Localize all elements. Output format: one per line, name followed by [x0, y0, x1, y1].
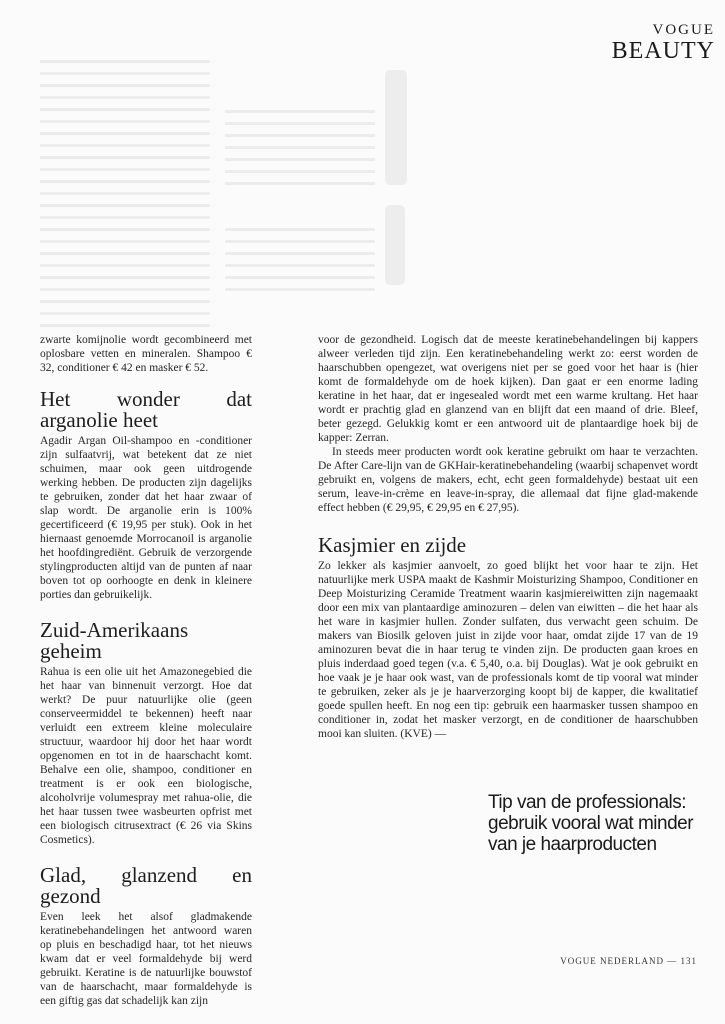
section-body-keratin: Even leek het alsof gladmakende keratinebehandelingen het antwoord waren op pluis en beschadigd haar, tot het nieuws kwam dat er veel formaldehyde bij werd gebruikt. Keratine is de natuurlijke bouwstof van de haarschacht, maar formaldehyde is een giftig gas dat schadelijk kan zijn	[40, 911, 252, 1007]
brand-label: VOGUE	[652, 22, 715, 38]
ghost-bottle-1	[385, 70, 407, 185]
ghost-bottle-2	[385, 205, 405, 285]
section-body-argan: Agadir Argan Oil-shampoo en -conditioner zijn sulfaatvrij, wat betekent dat ze niet schuimen, maar ook geen uitdrogende werking hebben. De producten zijn dagelijks te gebruiken, zonder dat het haar zwaar of slap wordt. De arganolie erin is 100% gecertificeerd (€ 19,95 per stuk). Ook in het hiernaast genoemde Morrocanoil is arganolie het hoofdingrediënt. Gebruik de verzorgende stylingproducten altijd van de punten af naar boven tot op oorhoogte en denk in kleinere porties dan gebruikelijk.	[40, 435, 252, 601]
column-right	[318, 333, 698, 741]
keratin-paragraph: voor de gezondheid. Logisch dat de meeste keratinebehandelingen bij kappers alweer verleden tijd zijn. Een keratinebehandeling werkt zo: eerst worden de haarschubben opengezet, wat overigens niet per se goed voor het haar is (hier komt de formaldehyde om de hoek kijken). Dan gaat er een enorme lading keratine in het haar, dat er ingesealed wordt met een warme krultang. Het haar wordt er prachtig glad en glanzend van en blijft dat een maand of drie. Bleef, beter gezegd. Gelukkig komt er een antwoord uit de plantaardige hoek bij de kapper: Zerran.	[318, 334, 698, 444]
section-heading-keratin: Glad, glanzend en gezond	[40, 863, 252, 908]
masthead	[612, 22, 715, 63]
section-heading-argan: Het wonder dat arganolie heet	[40, 387, 252, 432]
ghost-text-block-3	[40, 60, 210, 336]
pull-quote: Tip van de professionals: gebruik vooral wat minder van je haarproducten	[488, 792, 694, 855]
page-folio: VOGUE NEDERLAND — 131	[560, 956, 697, 966]
column-left	[40, 333, 252, 1008]
section-heading-rahua: Zuid-Amerikaans geheim	[40, 618, 189, 663]
section-body-rahua: Rahua is een olie uit het Amazonegebied die het haar van binnenuit verzorgt. Hoe dat werkt? De puur natuurlijke olie (geen conserveermiddel te bekennen) heeft naar verluidt een extreem kleine moleculaire structuur, waardoor hij door het haar wordt opgenomen en tot in de haarschacht komt. Behalve een olie, shampoo, conditioner en treatment is er ook een biologische, alcoholvrije volumespray met rahua-olie, die het haar tussen twee wasbeurten opfrist met een biologisch citrusextract (€ 26 via Skins Cosmetics).	[40, 666, 252, 846]
intro-paragraph: zwarte komijnolie wordt gecombineerd met oplosbare vetten en mineralen. Shampoo € 32, conditioner € 42 en masker € 52.	[40, 334, 252, 374]
section-heading-cashmere: Kasjmier en zijde	[318, 533, 467, 557]
ghost-text-block-1	[225, 110, 375, 194]
ghost-headline	[455, 100, 705, 182]
section-label: BEAUTY	[611, 38, 715, 64]
ghost-text-block-2	[225, 228, 375, 300]
gkhair-paragraph: In steeds meer producten wordt ook keratine gebruikt om haar te verzachten. De After Care-lijn van de GKHair-keratinebehandeling (waarbij schapenvet wordt gebruikt en, volgens de makers, echt, echt geen formaldehyde) bestaat uit een serum, leave-in-crème en leave-in-spray, die allemaal dat fijne glad-makende effect hebben (€ 29,95, € 29,95 en € 27,95).	[318, 446, 698, 514]
section-body-cashmere: Zo lekker als kasjmier aanvoelt, zo goed blijkt het voor haar te zijn. Het natuurlijke merk USPA maakt de Kashmir Moisturizing Shampoo, Conditioner en Deep Moisturizing Ceramide Treatment waarin kasjmiereiwitten zijn nagemaakt door een mix van plantaardige aminozuren – delen van eiwitten – die het haar als het ware in kasjmier hullen. Zonder sulfaten, dus verwacht geen schuim. De makers van Biosilk geloven juist in zijde voor haar, omdat zijde 17 van de 19 aminozuren bevat die in haar terug te vinden zijn. De producten gaan kroes en pluis inderdaad goed tegen (v.a. € 5,40, o.a. bij Douglas). Wat je ook gebruikt en hoe vaak je je haar ook wast, van de professionals komt de tip vooral wat minder te gebruiken, zeker als je je haarverzorging koopt bij de kapper, die kwalitatief goede spullen heeft. En nog een tip: gebruik een haarmasker tussen shampoo en conditioner in, zodat het masker verzorgt, en de conditioner de haarschubben mooi kan sluiten. (KVE) —	[318, 560, 698, 740]
